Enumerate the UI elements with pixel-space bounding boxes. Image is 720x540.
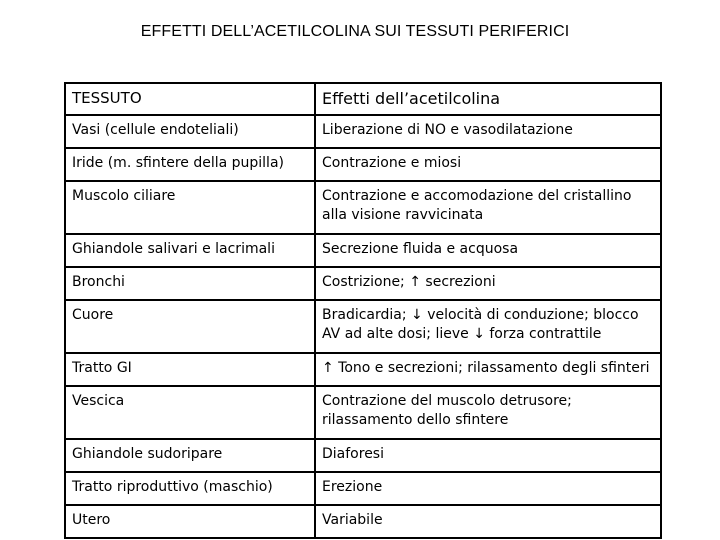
tissue-cell: Muscolo ciliare	[65, 181, 315, 234]
acetylcholine-effects-table	[64, 82, 662, 539]
column-header-tissue: TESSUTO	[65, 83, 315, 115]
table-row	[65, 386, 661, 439]
effect-cell: Liberazione di NO e vasodilatazione	[315, 115, 661, 148]
tissue-cell: Bronchi	[65, 267, 315, 300]
tissue-cell: Tratto GI	[65, 353, 315, 386]
tissue-cell: Iride (m. sfintere della pupilla)	[65, 148, 315, 181]
page-title: EFFETTI DELL’ACETILCOLINA SUI TESSUTI PERIFERICI	[140, 23, 570, 40]
effect-cell: Erezione	[315, 472, 661, 505]
effect-cell: Diaforesi	[315, 439, 661, 472]
table-row	[65, 234, 661, 267]
tissue-cell: Vasi (cellule endoteliali)	[65, 115, 315, 148]
table-row	[65, 148, 661, 181]
table-row	[65, 472, 661, 505]
tissue-cell: Ghiandole sudoripare	[65, 439, 315, 472]
tissue-cell: Tratto riproduttivo (maschio)	[65, 472, 315, 505]
table-row	[65, 267, 661, 300]
table-row	[65, 115, 661, 148]
tissue-cell: Vescica	[65, 386, 315, 439]
tissue-cell: Ghiandole salivari e lacrimali	[65, 234, 315, 267]
effect-cell: Contrazione e miosi	[315, 148, 661, 181]
effect-cell: Costrizione; ↑ secrezioni	[315, 267, 661, 300]
table-row	[65, 181, 661, 234]
tissue-cell: Utero	[65, 505, 315, 538]
table-row	[65, 439, 661, 472]
tissue-cell: Cuore	[65, 300, 315, 353]
effect-cell: Contrazione del muscolo detrusore; rilassamento dello sfintere	[315, 386, 661, 439]
effect-cell: ↑ Tono e secrezioni; rilassamento degli sfinteri	[315, 353, 661, 386]
table-header-row	[65, 83, 661, 115]
effect-cell: Secrezione fluida e acquosa	[315, 234, 661, 267]
table-row	[65, 300, 661, 353]
table-row	[65, 353, 661, 386]
effect-cell: Bradicardia; ↓ velocità di conduzione; blocco AV ad alte dosi; lieve ↓ forza contrattile	[315, 300, 661, 353]
column-header-effects: Effetti dell’acetilcolina	[315, 83, 661, 115]
effect-cell: Variabile	[315, 505, 661, 538]
effect-cell: Contrazione e accomodazione del cristallino alla visione ravvicinata	[315, 181, 661, 234]
table-row	[65, 505, 661, 538]
